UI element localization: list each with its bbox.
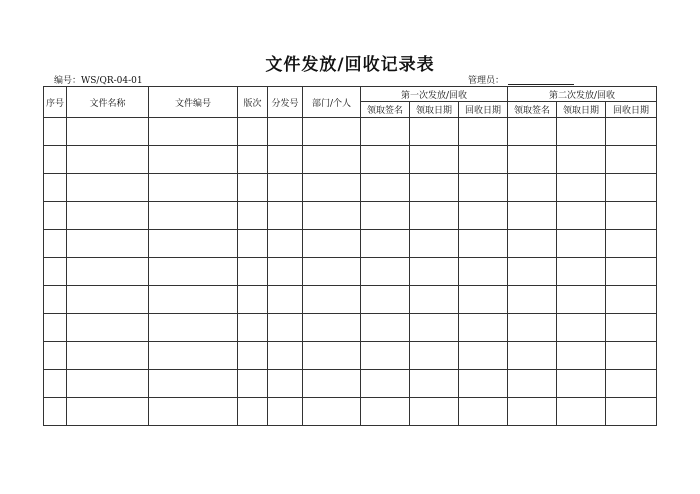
table-cell — [557, 286, 606, 314]
table-cell — [44, 146, 67, 174]
table-cell — [67, 202, 149, 230]
document-title: 文件发放/回收记录表 — [265, 55, 435, 75]
table-cell — [557, 370, 606, 398]
table-cell — [557, 174, 606, 202]
table-cell — [44, 314, 67, 342]
table-cell — [268, 230, 303, 258]
header-dept: 部门/个人 — [303, 87, 361, 118]
table-cell — [606, 370, 657, 398]
table-cell — [238, 202, 268, 230]
header-second-return-date: 回收日期 — [606, 102, 657, 118]
table-cell — [67, 174, 149, 202]
header-version: 版次 — [238, 87, 268, 118]
table-cell — [268, 174, 303, 202]
table-cell — [67, 230, 149, 258]
table-cell — [238, 342, 268, 370]
table-cell — [508, 258, 557, 286]
table-cell — [268, 398, 303, 426]
table-cell — [268, 370, 303, 398]
table-cell — [557, 230, 606, 258]
table-cell — [67, 314, 149, 342]
table-cell — [268, 342, 303, 370]
table-cell — [606, 146, 657, 174]
table-cell — [149, 314, 238, 342]
table-cell — [268, 314, 303, 342]
table-cell — [149, 174, 238, 202]
table-row — [44, 314, 657, 342]
table-cell — [459, 258, 508, 286]
header-seq: 序号 — [44, 87, 67, 118]
table-cell — [508, 174, 557, 202]
table-cell — [606, 258, 657, 286]
table-cell — [238, 398, 268, 426]
table-cell — [557, 258, 606, 286]
header-first-round: 第一次发放/回收 — [361, 87, 508, 102]
table-row — [44, 146, 657, 174]
manager-label: 管理员： — [468, 76, 505, 86]
table-cell — [44, 342, 67, 370]
table-cell — [238, 286, 268, 314]
table-cell — [459, 314, 508, 342]
table-cell — [508, 342, 557, 370]
table-cell — [557, 202, 606, 230]
table-cell — [459, 370, 508, 398]
table-cell — [606, 174, 657, 202]
header-first-sign: 领取签名 — [361, 102, 410, 118]
table-cell — [557, 118, 606, 146]
table-cell — [508, 202, 557, 230]
header-dist-no: 分发号 — [268, 87, 303, 118]
table-cell — [303, 258, 361, 286]
table-cell — [149, 202, 238, 230]
table-cell — [361, 146, 410, 174]
table-cell — [410, 174, 459, 202]
table-cell — [459, 342, 508, 370]
table-cell — [459, 286, 508, 314]
header-doc-no: 文件编号 — [149, 87, 238, 118]
table-cell — [149, 342, 238, 370]
table-cell — [361, 202, 410, 230]
table-cell — [361, 174, 410, 202]
manager-signature-line — [508, 84, 574, 85]
table-cell — [44, 230, 67, 258]
header-first-receive-date: 领取日期 — [410, 102, 459, 118]
table-cell — [557, 314, 606, 342]
table-cell — [410, 118, 459, 146]
table-cell — [238, 314, 268, 342]
header-second-sign: 领取签名 — [508, 102, 557, 118]
table-cell — [361, 342, 410, 370]
table-cell — [44, 370, 67, 398]
table-cell — [67, 118, 149, 146]
table-cell — [303, 118, 361, 146]
table-cell — [606, 230, 657, 258]
table-cell — [268, 146, 303, 174]
table-cell — [410, 230, 459, 258]
table-cell — [268, 286, 303, 314]
table-cell — [361, 370, 410, 398]
table-cell — [508, 398, 557, 426]
table-cell — [44, 202, 67, 230]
table-cell — [44, 258, 67, 286]
table-cell — [361, 118, 410, 146]
form-code: 编号：WS/QR-04-01 — [54, 76, 143, 86]
table-cell — [149, 398, 238, 426]
table-row — [44, 342, 657, 370]
table-cell — [459, 118, 508, 146]
table-cell — [410, 146, 459, 174]
table-cell — [238, 146, 268, 174]
table-cell — [303, 230, 361, 258]
table-row — [44, 118, 657, 146]
table-cell — [67, 342, 149, 370]
table-cell — [268, 118, 303, 146]
table-row — [44, 398, 657, 426]
table-cell — [303, 286, 361, 314]
table-cell — [508, 286, 557, 314]
table-cell — [238, 118, 268, 146]
table-cell — [361, 258, 410, 286]
table-cell — [459, 174, 508, 202]
table-cell — [459, 202, 508, 230]
table-cell — [459, 146, 508, 174]
table-cell — [149, 146, 238, 174]
table-cell — [238, 258, 268, 286]
table-cell — [238, 174, 268, 202]
table-cell — [268, 258, 303, 286]
table-cell — [606, 342, 657, 370]
table-cell — [303, 370, 361, 398]
table-cell — [606, 118, 657, 146]
table-cell — [361, 314, 410, 342]
table-cell — [459, 230, 508, 258]
header-second-round: 第二次发放/回收 — [508, 87, 657, 102]
table-cell — [67, 398, 149, 426]
table-cell — [67, 286, 149, 314]
table-cell — [361, 286, 410, 314]
table-cell — [410, 314, 459, 342]
table-cell — [459, 398, 508, 426]
table-cell — [44, 118, 67, 146]
table-cell — [410, 342, 459, 370]
table-cell — [508, 146, 557, 174]
table-cell — [67, 370, 149, 398]
table-cell — [410, 258, 459, 286]
table-cell — [508, 230, 557, 258]
table-cell — [303, 174, 361, 202]
table-cell — [303, 398, 361, 426]
table-cell — [303, 202, 361, 230]
table-body — [44, 118, 657, 426]
table-cell — [44, 174, 67, 202]
table-cell — [606, 398, 657, 426]
table-cell — [67, 258, 149, 286]
table-cell — [606, 202, 657, 230]
table-cell — [44, 286, 67, 314]
table-cell — [410, 398, 459, 426]
table-row — [44, 258, 657, 286]
table-cell — [410, 286, 459, 314]
table-cell — [149, 370, 238, 398]
table-cell — [557, 398, 606, 426]
table-cell — [149, 230, 238, 258]
table-cell — [361, 398, 410, 426]
table-row — [44, 370, 657, 398]
table-cell — [508, 118, 557, 146]
header-second-receive-date: 领取日期 — [557, 102, 606, 118]
table-cell — [508, 370, 557, 398]
table-cell — [303, 314, 361, 342]
table-cell — [606, 286, 657, 314]
table-cell — [410, 202, 459, 230]
table-cell — [508, 314, 557, 342]
distribution-log-table — [43, 86, 657, 426]
table-cell — [44, 398, 67, 426]
table-cell — [410, 370, 459, 398]
table-cell — [149, 258, 238, 286]
header-first-return-date: 回收日期 — [459, 102, 508, 118]
table-row — [44, 286, 657, 314]
table-cell — [67, 146, 149, 174]
table-row — [44, 174, 657, 202]
table-cell — [557, 342, 606, 370]
table-cell — [238, 230, 268, 258]
table-cell — [361, 230, 410, 258]
header-doc-name: 文件名称 — [67, 87, 149, 118]
table-cell — [557, 146, 606, 174]
table-row — [44, 230, 657, 258]
table-cell — [606, 314, 657, 342]
table-cell — [149, 286, 238, 314]
table-cell — [268, 202, 303, 230]
table-cell — [238, 370, 268, 398]
table-cell — [303, 342, 361, 370]
table-cell — [149, 118, 238, 146]
table-cell — [303, 146, 361, 174]
table-row — [44, 202, 657, 230]
